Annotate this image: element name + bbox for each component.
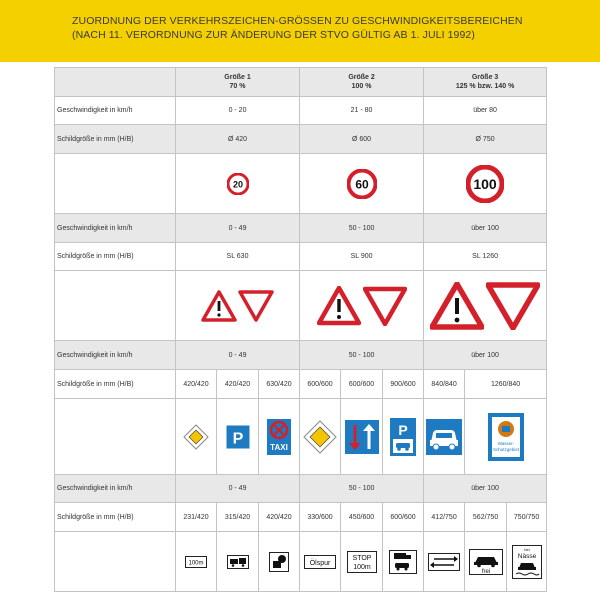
- empty-label-cell: [55, 399, 176, 475]
- table-cell: 600/600: [383, 503, 424, 532]
- svg-text:Wasser-: Wasser-: [497, 440, 514, 446]
- col-pct-3: 125 % bzw. 140 %: [455, 83, 515, 90]
- sign-cell: [259, 399, 300, 475]
- svg-text:100m: 100m: [352, 563, 371, 571]
- sign-cell: [424, 532, 465, 592]
- col-name-2: Größe 2: [348, 74, 375, 81]
- sign-cell: [217, 399, 259, 475]
- sign-cell: [424, 399, 465, 475]
- table-cell: 315/420: [217, 503, 259, 532]
- table-cell: 330/600: [300, 503, 341, 532]
- oil-plate-icon: [304, 555, 336, 569]
- row-label: Geschwindigkeit in km/h: [55, 341, 176, 370]
- s2-speed-row: [55, 214, 547, 243]
- parking-icon: [225, 424, 251, 450]
- table-cell: 0 - 49: [176, 214, 300, 243]
- s1-speed-row: [55, 97, 547, 125]
- svg-text:P: P: [398, 421, 408, 438]
- row-label: Schildgröße in mm (H/B): [55, 370, 176, 399]
- sign-cell: [300, 154, 424, 214]
- s3-size-row: [55, 370, 547, 399]
- svg-text:frei: frei: [481, 568, 490, 575]
- sign-cell: [300, 532, 341, 592]
- s3-sign-row: [55, 399, 547, 475]
- col-name-3: Größe 3: [471, 74, 499, 81]
- sign-size-table: [54, 67, 547, 592]
- sign-cell: [300, 399, 341, 475]
- table-cell: 412/750: [424, 503, 465, 532]
- svg-text:P: P: [232, 430, 243, 447]
- yield-sign-icon: [363, 286, 407, 326]
- distance-plate-icon: [185, 556, 207, 568]
- motorway-icon: [425, 418, 463, 456]
- table-cell: 840/840: [424, 370, 465, 399]
- svg-text:STOP: STOP: [352, 554, 371, 562]
- svg-text:Nässe: Nässe: [517, 552, 536, 560]
- water-protection-icon: [487, 412, 525, 462]
- svg-text:TAXI: TAXI: [270, 442, 288, 452]
- s4-size-row: [55, 503, 547, 532]
- truck-car-plate-icon: [389, 550, 417, 574]
- corner-cell: [55, 68, 176, 97]
- sign-cell: [424, 271, 547, 341]
- table-cell: 562/750: [465, 503, 507, 532]
- speed-limit-20-icon: [227, 173, 249, 195]
- s4-speed-row: [55, 475, 547, 503]
- sign-cell: [383, 532, 424, 592]
- s2-size-row: [55, 243, 547, 271]
- danger-warning-icon: [317, 286, 361, 326]
- table-cell: 231/420: [176, 503, 217, 532]
- sign-cell: [341, 399, 383, 475]
- header-row: [55, 68, 547, 97]
- row-label: Geschwindigkeit in km/h: [55, 214, 176, 243]
- table-cell: SL 1260: [424, 243, 547, 271]
- parking-icon: [389, 417, 417, 457]
- yield-sign-icon: [486, 282, 540, 330]
- s1-size-row: [55, 125, 547, 154]
- table-cell: 0 - 49: [176, 475, 300, 503]
- priority-road-icon: [303, 420, 337, 454]
- col-pct-1: 70 %: [229, 83, 246, 90]
- row-label: Geschwindigkeit in km/h: [55, 97, 176, 125]
- danger-warning-icon: [201, 290, 237, 322]
- oncoming-priority-icon: [344, 419, 380, 455]
- row-label: Schildgröße in mm (H/B): [55, 503, 176, 532]
- danger-warning-icon: [430, 282, 484, 330]
- s4-plate-row: [55, 532, 547, 592]
- title-banner: [0, 0, 600, 62]
- table-cell: 50 - 100: [300, 214, 424, 243]
- table-cell: 0 - 20: [176, 97, 300, 125]
- sign-cell: [383, 399, 424, 475]
- sign-cell: [176, 271, 300, 341]
- table-cell: 420/420: [217, 370, 259, 399]
- table-cell: Ø 600: [300, 125, 424, 154]
- col-header-1: [176, 68, 300, 97]
- table-cell: 420/420: [259, 503, 300, 532]
- sign-cell: [424, 154, 547, 214]
- stop-distance-plate-icon: [347, 551, 377, 573]
- col-header-3: [424, 68, 547, 97]
- col-header-2: [300, 68, 424, 97]
- s2-sign-row: [55, 271, 547, 341]
- sign-cell: [300, 271, 424, 341]
- speed-limit-60-icon: [347, 169, 377, 199]
- car-frei-plate-icon: [469, 549, 503, 575]
- sign-cell: [465, 399, 547, 475]
- table-cell: Ø 750: [424, 125, 547, 154]
- row-label: Schildgröße in mm (H/B): [55, 243, 176, 271]
- svg-text:60: 60: [354, 177, 369, 191]
- table-cell: über 100: [424, 214, 547, 243]
- table-cell: 600/600: [300, 370, 341, 399]
- table-cell: 900/600: [383, 370, 424, 399]
- table-cell: über 80: [424, 97, 547, 125]
- priority-road-icon: [183, 424, 209, 450]
- svg-text:100m: 100m: [188, 560, 204, 566]
- table-cell: 420/420: [176, 370, 217, 399]
- empty-label-cell: [55, 532, 176, 592]
- col-pct-2: 100 %: [351, 83, 372, 90]
- title-line-1: ZUORDNUNG DER VERKEHRSZEICHEN-GRÖSSEN ZU GESCHWINDIGKEITSBEREICHEN: [72, 15, 523, 27]
- svg-text:20: 20: [232, 179, 243, 189]
- table-cell: 21 - 80: [300, 97, 424, 125]
- wet-road-plate-icon: [512, 545, 542, 579]
- table-cell: 0 - 49: [176, 341, 300, 370]
- svg-text:Schutzgebiet: Schutzgebiet: [492, 446, 519, 452]
- two-way-arrows-plate-icon: [428, 553, 460, 571]
- snow-plate-icon: [269, 552, 289, 572]
- sign-cell: [217, 532, 259, 592]
- table-cell: SL 630: [176, 243, 300, 271]
- svg-text:Ölspur: Ölspur: [309, 559, 331, 567]
- sign-cell: [341, 532, 383, 592]
- taxi-stand-icon: [266, 418, 292, 456]
- table-cell: 630/420: [259, 370, 300, 399]
- sign-cell: [176, 532, 217, 592]
- svg-text:bei: bei: [523, 546, 530, 552]
- table-cell: SL 900: [300, 243, 424, 271]
- table-cell: 50 - 100: [300, 475, 424, 503]
- row-label: Geschwindigkeit in km/h: [55, 475, 176, 503]
- speed-limit-100-icon: [466, 165, 504, 203]
- table-cell: 750/750: [507, 503, 547, 532]
- sign-cell: [176, 399, 217, 475]
- s3-speed-row: [55, 341, 547, 370]
- s1-sign-row: [55, 154, 547, 214]
- col-name-1: Größe 1: [224, 74, 251, 81]
- sign-cell: [507, 532, 547, 592]
- table-cell: 50 - 100: [300, 341, 424, 370]
- table-cell: 1260/840: [465, 370, 547, 399]
- sign-cell: [465, 532, 507, 592]
- empty-label-cell: [55, 271, 176, 341]
- sign-cell: [176, 154, 300, 214]
- yield-sign-icon: [238, 290, 274, 322]
- table-cell: über 100: [424, 341, 547, 370]
- sign-cell: [259, 532, 300, 592]
- empty-label-cell: [55, 154, 176, 214]
- table-cell: Ø 420: [176, 125, 300, 154]
- row-label: Schildgröße in mm (H/B): [55, 125, 176, 154]
- svg-text:100: 100: [473, 175, 497, 192]
- table-cell: 450/600: [341, 503, 383, 532]
- table-cell: 600/600: [341, 370, 383, 399]
- title-line-2: (NACH 11. VERORDNUNG ZUR ÄNDERUNG DER STVO GÜLTIG AB 1. JULI 1992): [72, 29, 475, 41]
- caravan-plate-icon: [227, 555, 249, 569]
- table-cell: über 100: [424, 475, 547, 503]
